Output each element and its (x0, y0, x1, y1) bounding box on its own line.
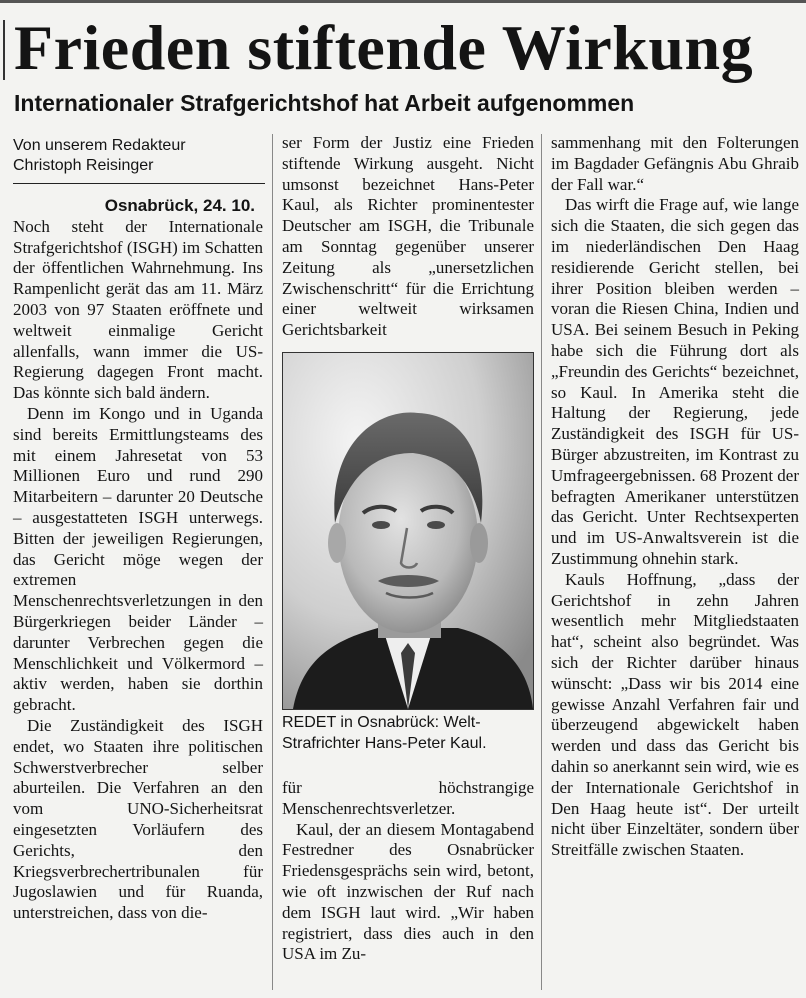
paragraph: Denn im Kongo und in Uganda sind bereits Ermittlungsteams des mit einem Jahresetat von 53 Millionen Euro und rund 290 Mitarbeitern – darunter 20 Deutsche – ausgestatteten ISGH unterwegs. Bitten der jeweiligen Regierungen, das Gericht möge wegen der extremen Menschenrechtsverletzungen in den Bürgerkriegen beider Länder – darunter Verbrechen gegen die Menschlichkeit und Völkermord – aktiv werden, haben sie dorthin gebracht. (13, 403, 263, 715)
paragraph: ser Form der Justiz eine Frieden stiftende Wirkung ausgeht. Nicht umsonst bezeichnet Hans-Peter Kaul, als Richter prominentester Deutscher am ISGH, die Tribunale am Sonntag gegenüber unserer Zeitung als „unersetzlichen Zwischenschritt“ für die Errichtung einer weltweit wirksamen Gerichtsbarkeit (282, 133, 534, 340)
byline-author: Christoph Reisinger (13, 157, 154, 174)
subheadline: Internationaler Strafgerichtshof hat Arbeit aufgenommen (14, 90, 635, 116)
left-rule (3, 20, 5, 80)
portrait-photo (282, 352, 534, 710)
column-divider (272, 134, 273, 990)
byline-role: Von unserem Redakteur (13, 137, 186, 154)
article-column-3 (551, 133, 799, 861)
paragraph: für höchstrangige Menschenrechtsverletzer. (282, 778, 534, 818)
dateline: Osnabrück, 24. 10. (104, 196, 255, 215)
top-border (0, 0, 806, 3)
article-column-2-bottom (282, 778, 534, 965)
paragraph: Noch steht der Internationale Strafgerichtshof (ISGH) im Schatten der öffentlichen Wahrnehmung. Ins Rampenlicht gerät das am 11. März 2003 von 97 Staaten eröffnete und weltweit einmalige Gericht allenfalls, wann immer die US-Regierung dagegen Front macht. Das könnte sich bald ändern. (13, 216, 263, 403)
paragraph: sammenhang mit den Folterungen im Bagdader Gefängnis Abu Ghraib der Fall war.“ (551, 133, 799, 194)
paragraph: Die Zuständigkeit des ISGH endet, wo Staaten ihre politischen Schwerstverbrecher selber aburteilen. Die Verfahren an den vom UNO-Sicherheitsrat eingesetzten Vorläufern des Gerichts, den Kriegsverbrechertribunalen für Jugoslawien und für Ruanda, unterstreichen, dass von die- (13, 715, 263, 923)
byline-divider (13, 183, 265, 184)
article-column-2-top (282, 133, 534, 341)
photo-caption: REDET in Osnabrück: Welt-Strafrichter Hans-Peter Kaul. (282, 714, 487, 752)
paragraph: Kauls Hoffnung, „dass der Gerichtshof in zehn Jahren wesentlich mehr Mitgliedstaaten hat“, scheint also begründet. Was sich der Richter darüber hinaus wünscht: „Dass wir bis 2014 eine gewisse Anzahl Verfahren fair und überzeugend abgewickelt haben werden und dass das Gericht bis dahin so anerkannt sein wird, wie es der Internationale Gerichtshof in Den Haag heute ist“. Der urteilt nicht über Einzeltäter, sondern über Streitfälle zwischen Staaten. (551, 569, 799, 860)
article-column-1 (13, 196, 263, 924)
portrait-image (283, 353, 533, 709)
byline (13, 136, 273, 176)
column-divider (541, 134, 542, 990)
headline: Frieden stiftende Wirkung (14, 12, 754, 83)
paragraph: Das wirft die Frage auf, wie lange sich die Staaten, die sich gegen das im niederländischen Den Haag residierende Gericht stellen, bei ihrer Position bleiben werden – voran die Riesen China, Indien und USA. Bei seinem Besuch in Peking habe sich die Führung dort als „Freundin des Gerichts“ bezeichnet, so Kaul. In Amerika steht die Haltung der Regierung, jede Zuständigkeit des ISGH für US-Bürger abzustreiten, im Kontrast zu Umfrageergebnissen. 68 Prozent der befragten Amerikaner unterstützen das Gericht. Unter Rechtsexperten und im US-Anwaltsverein ist die Zustimmung ohnehin stark. (551, 195, 799, 568)
paragraph: Kaul, der an diesem Montagabend Festredner des Osnabrücker Friedensgesprächs sein wird, betont, wie oft inzwischen der Ruf nach dem ISGH laut wird. „Wir haben registriert, dass dies auch in den USA im Zu- (282, 819, 534, 964)
